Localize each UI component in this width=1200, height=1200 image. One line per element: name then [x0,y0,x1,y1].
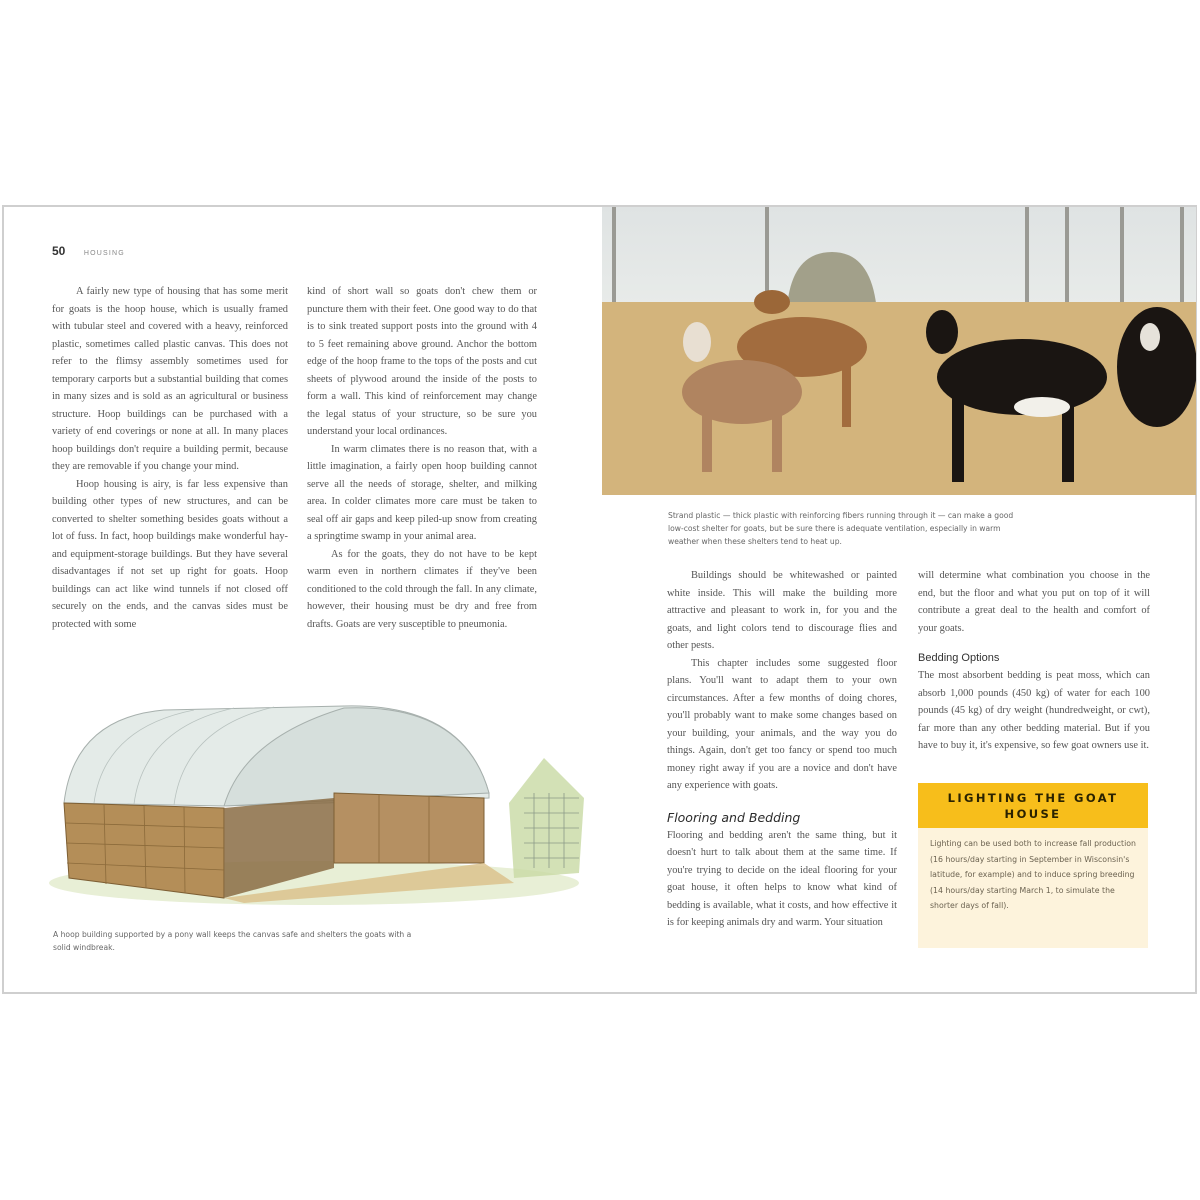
sidebar-title: LIGHTING THE GOAT HOUSE [918,783,1148,828]
page-number: 50 [52,244,66,258]
text-column-4 [918,567,1150,755]
photo-caption: Strand plastic — thick plastic with reinforcing fibers running through it — can make a good low-cost shelter for goats, but be sure there is adequate ventilation, especially in warm weather when these shelters tend to heat up. [668,511,1014,546]
sidebar-body: Lighting can be used both to increase fall production (16 hours/day starting in September in Wisconsin's latitude, for example) and to induce spring breeding (14 hours/day starting March 1, to simulate the shorter days of fall). [930,839,1136,910]
sidebar-lighting-the-goat-house [918,783,1148,948]
paragraph: kind of short wall so goats don't chew them or puncture them with their feet. One good way to do that is to sink treated support posts into the ground with 4 to 5 feet remaining above ground. Anchor the bottom edge of the hoop frame to the tops of the posts and cut sheets of plywood around the inside of the posts to form a wall. This kind of reinforcement may change the legal status of your structure, so be sure you understand your local ordinances. [307,286,537,437]
paragraph: Hoop housing is airy, is far less expensive than building other types of new structures, and can be converted to shelter something besides goats without a lot of fuss. In fact, hoop buildings make wonderful hay- and equipment-storage buildings. But they have several disadvantages if not set up right for goats. Hoop buildings can act like wind tunnels if not closed off securely on the ends, and the canvas sides must be protected with some [52,478,288,630]
paragraph: The most absorbent bedding is peat moss, which can absorb 1,000 pounds (450 kg) of water for each 100 pounds (45 kg) of dry weight (hundredweight, or cwt), far more than any other bedding material. But if you have to buy it, it's expensive, so few goat owners use it. [918,670,1150,751]
page-header [52,242,125,260]
text-column-2 [307,283,537,633]
section-heading-flooring-and-bedding: Flooring and Bedding [667,809,801,825]
subheading-bedding-options: Bedding Options [918,652,1000,664]
paragraph: In warm climates there is no reason that, with a little imagination, a fairly open hoop building cannot serve all the needs of storage, shelter, and milking area. In colder climates more care must be taken to seal off air gaps and keep piled-up snow from creating a springtime swamp in your animal area. [307,443,537,542]
goats-photo [602,207,1196,495]
paragraph: As for the goats, they do not have to be kept warm even in northern climates if they've been conditioned to the cold through the fall. In any climate, however, their housing must be dry and free from drafts. Goats are very susceptible to pneumonia. [307,548,537,630]
paragraph: will determine what combination you choose in the end, but the floor and what you put on top of it will contribute a great deal to the health and comfort of your goats. [918,570,1150,634]
running-head: HOUSING [83,250,125,257]
paragraph: Flooring and bedding aren't the same thing, but it doesn't hurt to talk about them at the same time. If you're trying to decide on the ideal flooring for your goat house, it often helps to know what kind of bedding is available, what it costs, and how effective it is for keeping animals dry and warm. Your situation [667,829,897,928]
paragraph: Buildings should be whitewashed or painted white inside. This will make the building more attractive and pleasant to work in, for you and the goats, and light colors tend to discourage flies and other pests. [667,570,897,651]
text-column-1 [52,283,288,633]
paragraph: A fairly new type of housing that has some merit for goats is the hoop house, which is usually framed with tubular steel and covered with a heavy, reinforced plastic, sometimes called plastic canvas. This does not refer to the flimsy assembly sometimes used for temporary carports but a substantial building that comes in many sizes and is sold as an agricultural or business structure. Hoop buildings can be purchased with a variety of end coverings or none at all. In many places hoop buildings don't require a building permit, because they are removable if you change your mind. [52,286,288,472]
illustration-caption: A hoop building supported by a pony wall keeps the canvas safe and shelters the goats with a solid windbreak. [53,930,412,952]
paragraph: This chapter includes some suggested floor plans. You'll want to adapt them to your own circumstances. After a few months of doing chores, you'll probably want to make some changes based on your building, your animals, and the way you do things. Again, don't get too fancy or spend too much money right away if you are a novice and don't have any experience with goats. [667,657,897,791]
text-column-3 [667,567,897,932]
hoop-building-illustration [44,698,594,908]
